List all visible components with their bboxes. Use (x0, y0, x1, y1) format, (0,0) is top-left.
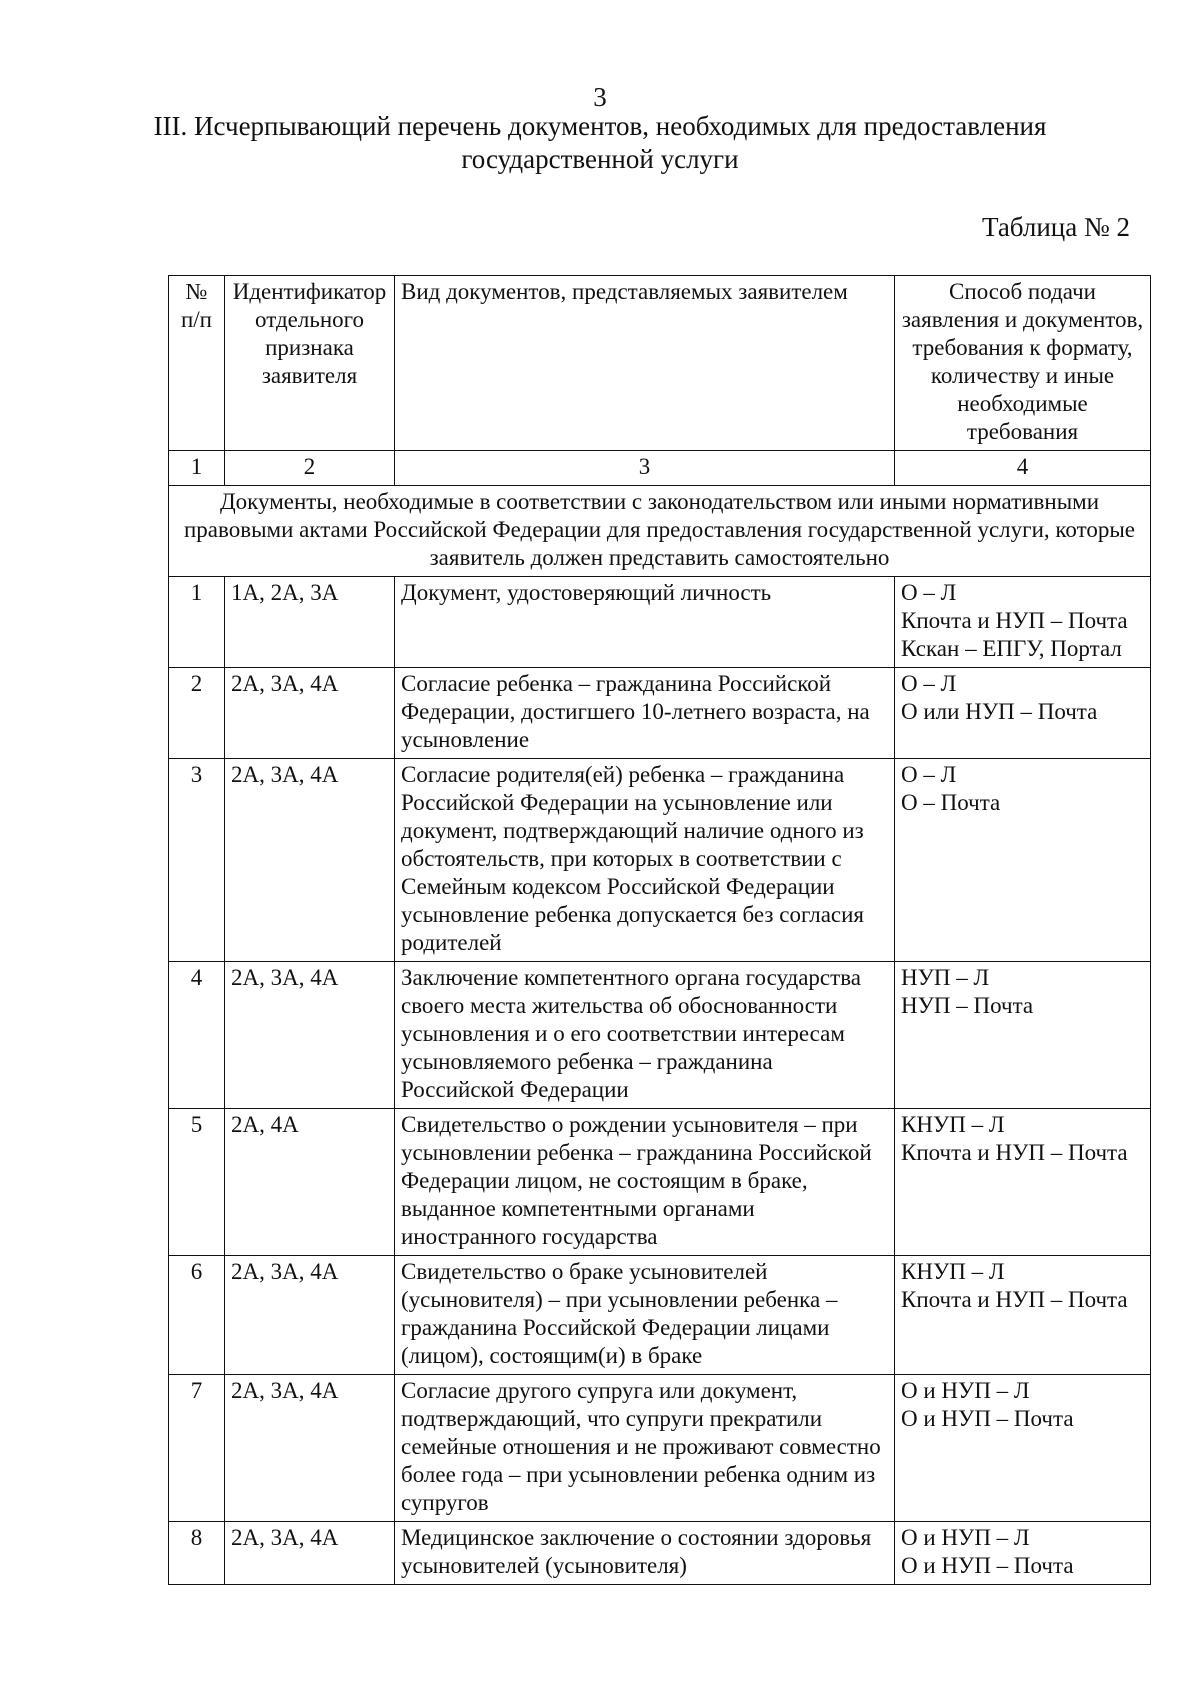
method-line: НУП – Почта (901, 993, 1034, 1018)
method-line: О – Л (901, 671, 957, 696)
row-identifiers: 2А, 3А, 4А (225, 962, 395, 1109)
row-document: Заключение компетентного органа государства своего места жительства об обоснованности усыновления и о его соответствии интересам усыновляемого ребенка – гражданина Российской Федерации (395, 962, 895, 1109)
table-row (169, 962, 1151, 1109)
row-identifiers: 2А, 3А, 4А (225, 668, 395, 759)
header-identifier: Идентификатор отдельного признака заявителя (225, 276, 395, 451)
method-line: Кпочта и НУП – Почта (901, 1287, 1128, 1312)
row-identifiers: 1А, 2А, 3А (225, 577, 395, 668)
row-document: Документ, удостоверяющий личность (395, 577, 895, 668)
row-number: 1 (169, 577, 225, 668)
header-document-type: Вид документов, представляемых заявителем (395, 276, 895, 451)
column-number: 4 (895, 451, 1151, 486)
row-number: 7 (169, 1375, 225, 1522)
row-number: 5 (169, 1109, 225, 1256)
method-line: НУП – Л (901, 965, 990, 990)
method-line: О – Л (901, 580, 957, 605)
row-number: 3 (169, 759, 225, 962)
row-identifiers: 2А, 3А, 4А (225, 1375, 395, 1522)
row-method (895, 577, 1151, 668)
method-line: Кскан – ЕПГУ, Портал (901, 636, 1122, 661)
row-document: Медицинское заключение о состоянии здоровья усыновителей (усыновителя) (395, 1522, 895, 1585)
method-line: КНУП – Л (901, 1112, 1005, 1137)
row-number: 2 (169, 668, 225, 759)
row-method (895, 962, 1151, 1109)
method-line: О – Почта (901, 790, 1001, 815)
method-line: О или НУП – Почта (901, 699, 1098, 724)
row-method (895, 1109, 1151, 1256)
row-method (895, 1256, 1151, 1375)
column-number: 3 (395, 451, 895, 486)
table-label: Таблица № 2 (982, 212, 1130, 242)
table-row (169, 1109, 1151, 1256)
row-document: Согласие родителя(ей) ребенка – гражданина Российской Федерации на усыновление или документ, подтверждающий наличие одного из обстоятельств, при которых в соответствии с Семейным кодексом Российской Федерации усыновление ребенка допускается без согласия родителей (395, 759, 895, 962)
method-line: О и НУП – Л (901, 1378, 1030, 1403)
header-number: № п/п (169, 276, 225, 451)
column-number-row (169, 451, 1151, 486)
column-number: 2 (225, 451, 395, 486)
page-number: 3 (593, 82, 607, 112)
table-row (169, 759, 1151, 962)
row-number: 6 (169, 1256, 225, 1375)
row-identifiers: 2А, 3А, 4А (225, 1522, 395, 1585)
row-document: Свидетельство о рождении усыновителя – при усыновлении ребенка – гражданина Российской Федерации лицом, не состоящим в браке, выданное компетентными органами иностранного государства (395, 1109, 895, 1256)
row-document: Согласие другого супруга или документ, подтверждающий, что супруги прекратили семейные отношения и не проживают совместно более года – при усыновлении ребенка одним из супругов (395, 1375, 895, 1522)
documents-table (168, 275, 1151, 1585)
row-document: Согласие ребенка – гражданина Российской Федерации, достигшего 10-летнего возраста, на усыновление (395, 668, 895, 759)
row-method (895, 668, 1151, 759)
section-row (169, 486, 1151, 577)
row-identifiers: 2А, 3А, 4А (225, 759, 395, 962)
row-method (895, 1522, 1151, 1585)
method-line: О и НУП – Л (901, 1525, 1030, 1550)
row-identifiers: 2А, 3А, 4А (225, 1256, 395, 1375)
row-document: Свидетельство о браке усыновителей (усыновителя) – при усыновлении ребенка – гражданина Российской Федерации лицами (лицом), состоящим(и) в браке (395, 1256, 895, 1375)
row-method (895, 1375, 1151, 1522)
method-line: КНУП – Л (901, 1259, 1005, 1284)
method-line: О и НУП – Почта (901, 1406, 1074, 1431)
section-heading: III. Исчерпывающий перечень документов, необходимых для предоставления государственной услуги (153, 111, 1047, 174)
row-number: 8 (169, 1522, 225, 1585)
row-identifiers: 2А, 4А (225, 1109, 395, 1256)
header-submission-method: Способ подачи заявления и документов, требования к формату, количеству и иные необходимые требования (895, 276, 1151, 451)
method-line: Кпочта и НУП – Почта (901, 1140, 1128, 1165)
header-row (169, 276, 1151, 451)
method-line: Кпочта и НУП – Почта (901, 608, 1128, 633)
row-number: 4 (169, 962, 225, 1109)
method-line: О – Л (901, 762, 957, 787)
section-title: Документы, необходимые в соответствии с законодательством или иными нормативными правовыми актами Российской Федерации для предоставления государственной услуги, которые заявитель должен представить самостоятельно (169, 486, 1151, 577)
table-row (169, 1375, 1151, 1522)
table-row (169, 1522, 1151, 1585)
table-row (169, 577, 1151, 668)
column-number: 1 (169, 451, 225, 486)
row-method (895, 759, 1151, 962)
table-row (169, 668, 1151, 759)
table-row (169, 1256, 1151, 1375)
method-line: О и НУП – Почта (901, 1553, 1074, 1578)
